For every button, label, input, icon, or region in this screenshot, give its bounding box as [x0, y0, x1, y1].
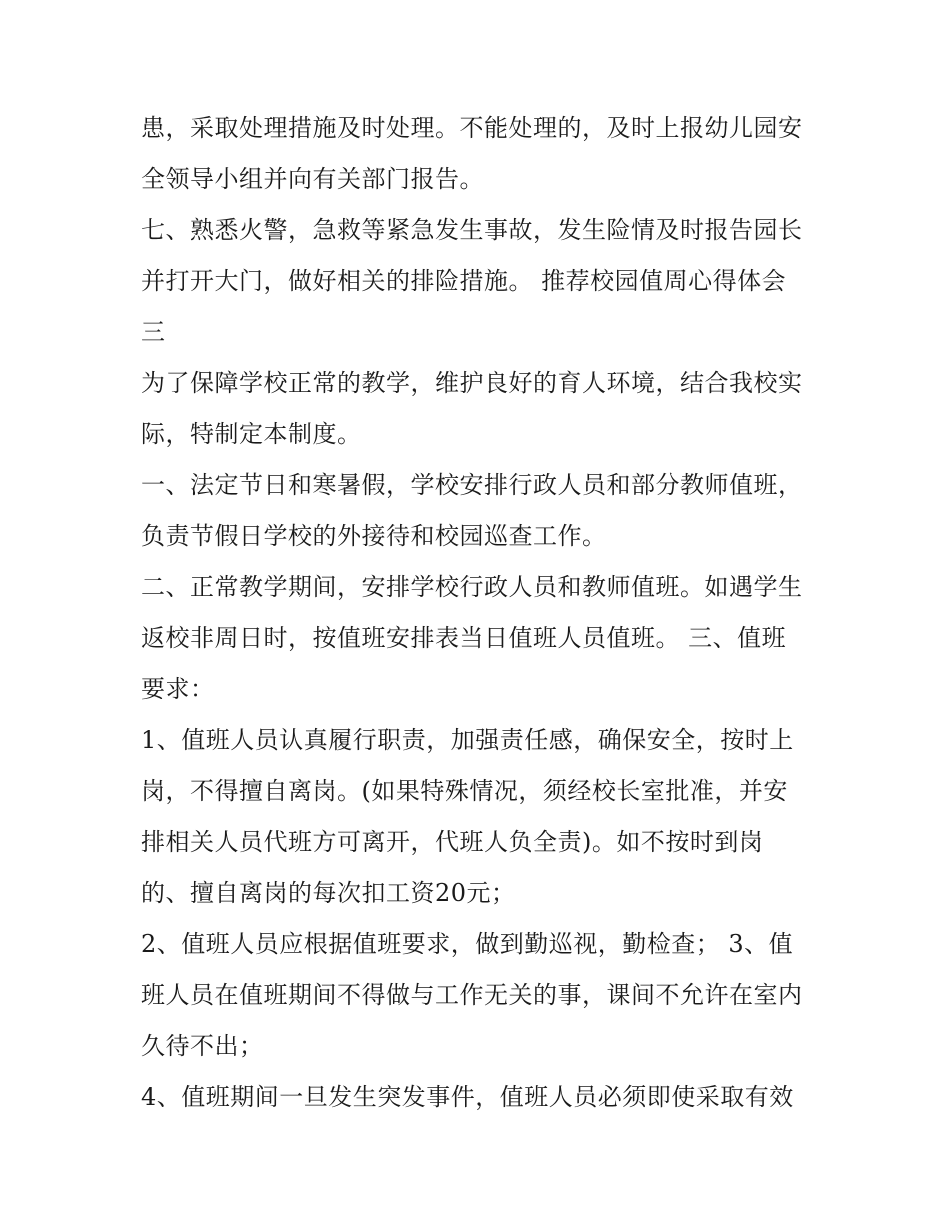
text-line: 二、正常教学期间，安排学校行政人员和教师值班。如遇学生 — [141, 573, 803, 601]
body-text — [141, 103, 821, 1123]
text-line: 三 — [141, 318, 166, 346]
text-line: 久待不出； — [141, 1032, 264, 1060]
text-line: 七、熟悉火警，急救等紧急发生事故，发生险情及时报告园长 — [141, 216, 803, 244]
text-line: 4、值班期间一旦发生突发事件，值班人员必须即使采取有效 — [141, 1083, 794, 1111]
text-line: 返校非周日时，按值班安排表当日值班人员值班。 三、值班 — [141, 624, 787, 652]
text-line: 际，特制定本制度。 — [141, 420, 362, 448]
text-line: 全领导小组并向有关部门报告。 — [141, 165, 484, 193]
text-line: 一、法定节日和寒暑假，学校安排行政人员和部分教师值班， — [141, 471, 803, 499]
text-line: 患，采取处理措施及时处理。不能处理的，及时上报幼儿园安 — [141, 114, 803, 142]
text-line: 并打开大门，做好相关的排险措施。 推荐校园值周心得体会 — [141, 267, 787, 295]
text-line: 的、擅自离岗的每次扣工资20元； — [141, 879, 516, 907]
text-line: 要求： — [141, 675, 215, 703]
text-line: 岗，不得擅自离岗。(如果特殊情况，须经校长室批准，并安 — [141, 777, 788, 805]
text-line: 负责节假日学校的外接待和校园巡查工作。 — [141, 522, 607, 550]
text-line: 1、值班人员认真履行职责，加强责任感，确保安全，按时上 — [141, 726, 794, 754]
text-line: 班人员在值班期间不得做与工作无关的事，课间不允许在室内 — [141, 981, 803, 1009]
text-line: 排相关人员代班方可离开，代班人负全责)。如不按时到岗 — [141, 828, 764, 856]
text-line: 2、值班人员应根据值班要求，做到勤巡视，勤检查； 3、值 — [141, 930, 794, 958]
text-line: 为了保障学校正常的教学，维护良好的育人环境，结合我校实 — [141, 369, 803, 397]
